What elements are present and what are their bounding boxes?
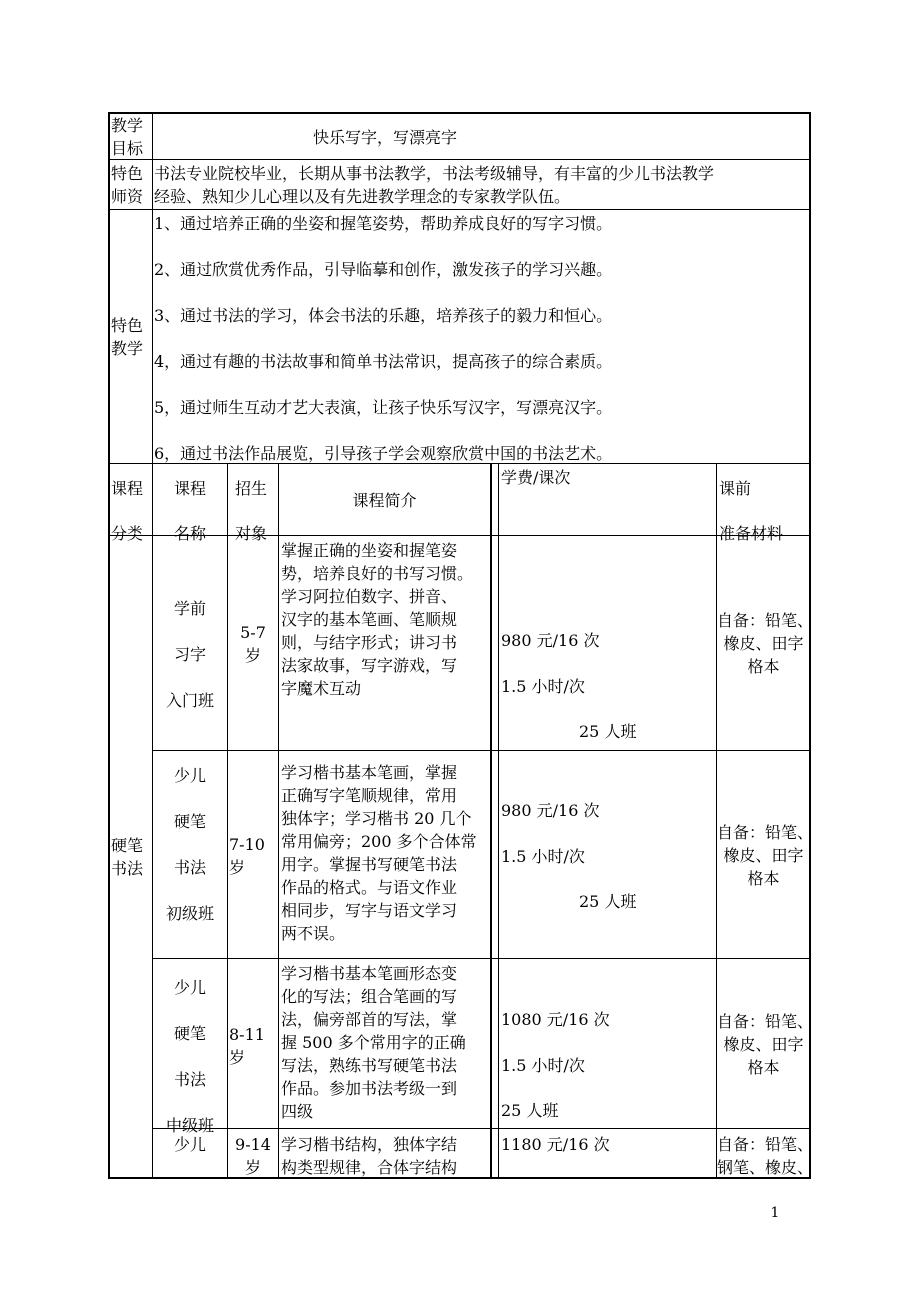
course-class-size: 25 人班 <box>501 1101 559 1120</box>
teachers-label: 特色 师资 <box>111 164 144 206</box>
goal-text: 快乐写字，写漂亮字 <box>313 128 458 147</box>
course-name: 少儿 <box>173 1135 206 1154</box>
table-border-bottom <box>108 1177 811 1179</box>
course-intro: 学习楷书基本笔画形态变 化的写法；组合笔画的写 法，偏旁部首的写法，掌 握 500 多个常用字的正确 写法，熟练书写硬笔书法 作品。参加书法考级一到 四级 <box>281 964 466 1121</box>
course-materials: 自备：铅笔、 橡皮、田字 格本 <box>717 611 814 676</box>
col-divider <box>227 463 228 1179</box>
course-age: 9-14 岁 <box>235 1135 271 1177</box>
course-fee: 1180 元/16 次 <box>501 1135 610 1154</box>
course-hours: 1.5 小时/次 <box>501 677 585 696</box>
course-name: 学前 习字 入门班 <box>165 599 214 710</box>
course-age: 5-7 岁 <box>240 623 266 665</box>
course-fee: 1080 元/16 次 <box>501 1010 610 1029</box>
course-intro: 学习楷书基本笔画，掌握 正确写字笔顺规律，常用 独体字；学习楷书 20 几个 常用偏旁；200 多个合体常 用字。掌握书写硬笔书法 作品的格式。与语文作业 相同步，写字与语文学习 两不误。 <box>281 763 477 943</box>
course-fee: 980 元/16 次 <box>501 631 600 650</box>
header-fee: 学费/课次 <box>501 468 571 487</box>
header-materials: 课前 准备材料 <box>719 479 784 543</box>
table-border-left <box>108 112 110 1179</box>
feature-item-5: 5，通过师生互动才艺大表演，让孩子快乐写汉字，写漂亮汉字。 <box>154 398 613 417</box>
header-category: 课程 分类 <box>111 479 144 543</box>
teachers-text: 书法专业院校毕业，长期从事书法教学，书法考级辅导，有丰富的少儿书法教学 经验、熟知少儿心理以及有先进教学理念的专家教学队伍。 <box>154 164 715 206</box>
course-fee: 980 元/16 次 <box>501 801 600 820</box>
course-age: 7-10 岁 <box>229 835 265 877</box>
header-intro: 课程简介 <box>352 491 417 510</box>
course-hours: 1.5 小时/次 <box>501 847 585 866</box>
row-divider <box>153 1128 811 1129</box>
category-label: 硬笔 书法 <box>111 836 144 878</box>
course-age: 8-11 岁 <box>229 1025 265 1067</box>
feature-item-1: 1、通过培养正确的坐姿和握笔姿势，帮助养成良好的写字习惯。 <box>154 214 613 233</box>
course-hours: 1.5 小时/次 <box>501 1056 585 1075</box>
course-materials: 自备：铅笔、 钢笔、橡皮、 <box>717 1135 814 1177</box>
feature-item-4: 4，通过有趣的书法故事和简单书法常识，提高孩子的综合素质。 <box>154 352 613 371</box>
feature-item-3: 3、通过书法的学习，体会书法的乐趣，培养孩子的毅力和恒心。 <box>154 306 613 325</box>
course-materials: 自备：铅笔、 橡皮、田字 格本 <box>717 823 814 888</box>
course-materials: 自备：铅笔、 橡皮、田字 格本 <box>717 1012 814 1077</box>
row-divider <box>108 159 811 160</box>
row-divider <box>153 958 811 959</box>
course-intro: 学习楷书结构，独体字结 构类型规律，合体字结构 <box>281 1135 458 1177</box>
header-name: 课程 名称 <box>173 479 206 543</box>
course-intro: 掌握正确的坐姿和握笔姿 势，培养良好的书写习惯。 学习阿拉伯数字、拼音、 汉字的基本笔画、笔顺规 则，与结字形式；讲习书 法家故事，写字游戏，写 字魔术互动 <box>281 541 474 698</box>
goal-label: 教学 目标 <box>111 116 144 158</box>
features-label: 特色 教学 <box>111 316 144 358</box>
table-border-top <box>108 112 811 114</box>
row-divider <box>153 750 811 751</box>
course-name: 少儿 硬笔 书法 中级班 <box>165 978 214 1135</box>
course-class-size: 25 人班 <box>579 892 637 911</box>
header-age: 招生 对象 <box>235 479 268 543</box>
col-divider <box>498 463 499 1179</box>
feature-item-6: 6，通过书法作品展览，引导孩子学会观察欣赏中国的书法艺术。 <box>154 444 613 463</box>
page-number: 1 <box>770 1205 780 1221</box>
course-name: 少儿 硬笔 书法 初级班 <box>165 766 214 923</box>
col-divider <box>278 463 279 1179</box>
row-divider <box>108 209 811 210</box>
course-class-size: 25 人班 <box>579 722 637 741</box>
feature-item-2: 2、通过欣赏优秀作品，引导临摹和创作，激发孩子的学习兴趣。 <box>154 260 613 279</box>
col-divider <box>490 463 492 1179</box>
